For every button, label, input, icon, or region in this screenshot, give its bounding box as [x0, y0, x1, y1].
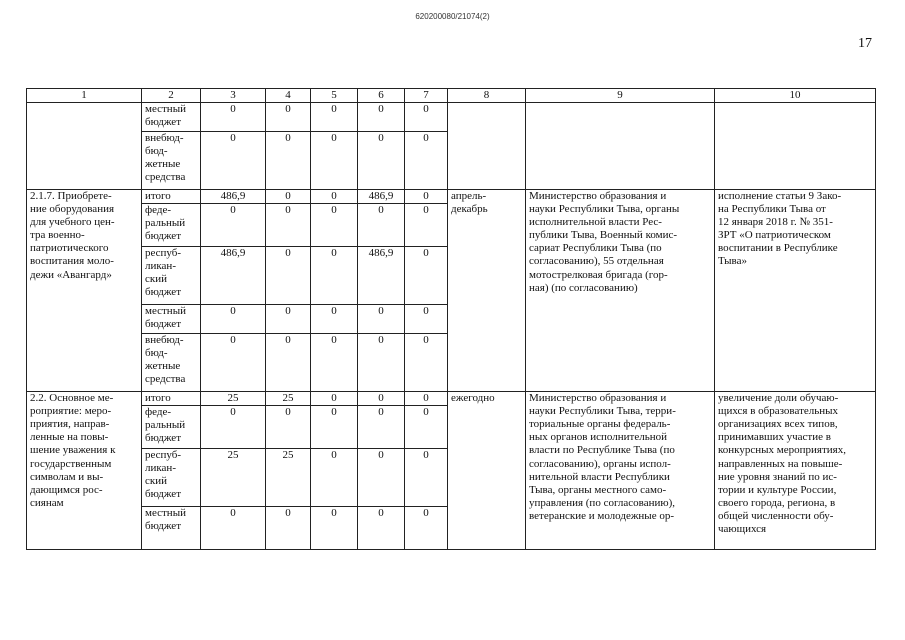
source-cell: респуб- ликан- ский бюджет [142, 449, 201, 507]
executors-cell: Министерство образования и науки Республики Тыва, терри- ториальные органы федераль- ных органов исполнительной власти по Республике Тыва (по согласованию), органы испол- нительной власти Республики Тыва, органы местного само- управления (по согласованию), ветеранские и молодежные ор- [526, 392, 715, 550]
period-cell [448, 103, 526, 190]
value-cell: 486,9 [358, 247, 405, 305]
source-cell: местный бюджет [142, 305, 201, 334]
value-cell: 0 [311, 247, 358, 305]
event-name-cell: 2.2. Основное ме- роприятие: меро- приятия, направ- ленные на повы- шение уважения к государственным символам и вы- дающимся рос- сиянам [27, 392, 142, 550]
value-cell: 0 [311, 190, 358, 204]
source-cell: местный бюджет [142, 507, 201, 550]
header-row [27, 89, 876, 103]
value-cell: 0 [201, 305, 266, 334]
period-cell: ежегодно [448, 392, 526, 550]
value-cell: 0 [201, 103, 266, 132]
page-number: 17 [858, 36, 872, 51]
value-cell: 0 [266, 406, 311, 449]
value-cell: 0 [311, 406, 358, 449]
value-cell: 0 [311, 204, 358, 247]
executors-cell [526, 103, 715, 190]
value-cell: 0 [405, 334, 448, 392]
value-cell: 0 [358, 392, 405, 406]
value-cell: 0 [201, 132, 266, 190]
executors-cell: Министерство образования и науки Республики Тыва, органы исполнительной власти Рес- публики Тыва, Военный комис- сариат Республики Тыва (по согласованию), 55 отдельная мотострелковая бригада (гор- ная) (по согласованию) [526, 190, 715, 392]
header-cell: 5 [311, 89, 358, 103]
value-cell: 0 [311, 305, 358, 334]
value-cell: 486,9 [201, 190, 266, 204]
table-row [27, 392, 876, 406]
source-cell: местный бюджет [142, 103, 201, 132]
value-cell: 0 [311, 132, 358, 190]
value-cell: 0 [358, 204, 405, 247]
value-cell: 0 [266, 507, 311, 550]
value-cell: 0 [405, 449, 448, 507]
value-cell: 0 [311, 507, 358, 550]
value-cell: 0 [266, 247, 311, 305]
source-cell: внебюд- бюд- жетные средства [142, 132, 201, 190]
result-cell [715, 103, 876, 190]
value-cell: 0 [201, 507, 266, 550]
period-cell: апрель- декабрь [448, 190, 526, 392]
source-cell: внебюд- бюд- жетные средства [142, 334, 201, 392]
value-cell: 0 [405, 305, 448, 334]
result-cell: увеличение доли обучаю- щихся в образовательных организациях всех типов, принимавших участие в конкурсных мероприятиях, направленных на повыше- ние уровня знаний по ис- тории и культуре России, своего города, региона, в общей численности обу- чающихся [715, 392, 876, 550]
header-cell: 10 [715, 89, 876, 103]
value-cell: 0 [405, 190, 448, 204]
value-cell: 0 [266, 204, 311, 247]
value-cell: 0 [266, 305, 311, 334]
source-cell: итого [142, 190, 201, 204]
value-cell: 0 [358, 305, 405, 334]
value-cell: 0 [358, 406, 405, 449]
header-cell: 1 [27, 89, 142, 103]
value-cell: 0 [266, 190, 311, 204]
value-cell: 0 [311, 103, 358, 132]
source-cell: феде- ральный бюджет [142, 204, 201, 247]
value-cell: 0 [405, 132, 448, 190]
header-cell: 8 [448, 89, 526, 103]
value-cell: 0 [405, 247, 448, 305]
result-cell: исполнение статьи 9 Зако- на Республики Тыва от 12 января 2018 г. № 351- ЗРТ «О патриотическом воспитании в Республике Тыва» [715, 190, 876, 392]
value-cell: 0 [358, 103, 405, 132]
value-cell: 0 [358, 449, 405, 507]
value-cell: 0 [405, 507, 448, 550]
event-name-cell: 2.1.7. Приобрете- ние оборудования для учебного цен- тра военно- патриотического воспитания моло- дежи «Авангард» [27, 190, 142, 392]
value-cell: 0 [311, 334, 358, 392]
source-cell: респуб- ликан- ский бюджет [142, 247, 201, 305]
value-cell: 0 [201, 334, 266, 392]
value-cell: 0 [358, 507, 405, 550]
header-cell: 4 [266, 89, 311, 103]
value-cell: 0 [405, 103, 448, 132]
value-cell: 25 [266, 449, 311, 507]
value-cell: 25 [201, 449, 266, 507]
source-cell: итого [142, 392, 201, 406]
table-row [27, 103, 876, 132]
header-cell: 9 [526, 89, 715, 103]
value-cell: 0 [311, 392, 358, 406]
value-cell: 486,9 [201, 247, 266, 305]
value-cell: 0 [405, 406, 448, 449]
event-name-cell [27, 103, 142, 190]
table-row [27, 190, 876, 204]
value-cell: 0 [266, 103, 311, 132]
document-code: 620200080/21074(2) [415, 12, 490, 21]
value-cell: 0 [405, 392, 448, 406]
header-cell: 6 [358, 89, 405, 103]
value-cell: 0 [358, 334, 405, 392]
value-cell: 0 [358, 132, 405, 190]
header-cell: 2 [142, 89, 201, 103]
source-cell: феде- ральный бюджет [142, 406, 201, 449]
value-cell: 0 [266, 132, 311, 190]
program-table [26, 88, 876, 550]
value-cell: 0 [311, 449, 358, 507]
header-cell: 7 [405, 89, 448, 103]
value-cell: 0 [201, 406, 266, 449]
value-cell: 0 [201, 204, 266, 247]
value-cell: 0 [266, 334, 311, 392]
header-cell: 3 [201, 89, 266, 103]
value-cell: 486,9 [358, 190, 405, 204]
value-cell: 25 [266, 392, 311, 406]
value-cell: 0 [405, 204, 448, 247]
value-cell: 25 [201, 392, 266, 406]
